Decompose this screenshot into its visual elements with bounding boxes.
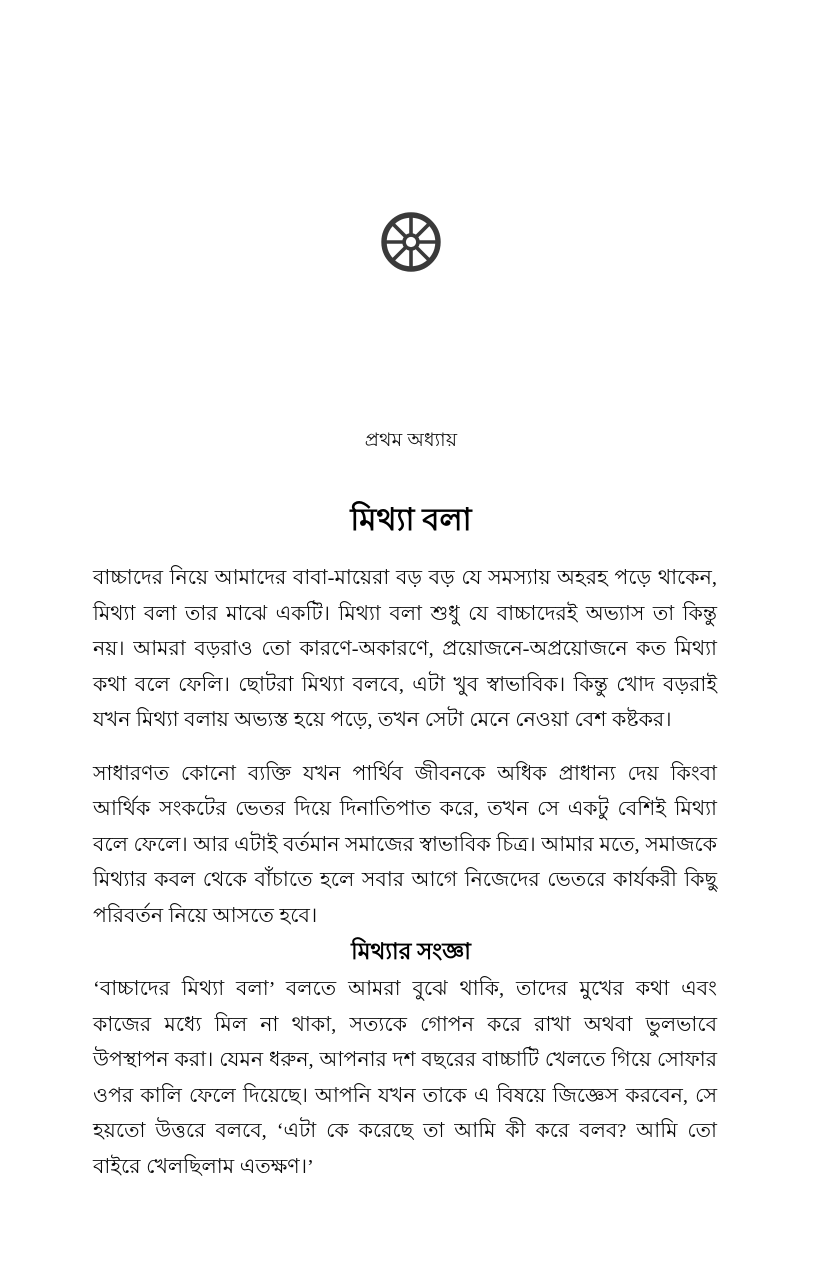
paragraph: বাচ্চাদের নিয়ে আমাদের বাবা-মায়েরা বড় বড় যে সমস্যায় অহরহ পড়ে থাকেন, মিথ্যা বলা তার মাঝে একটি। মিথ্যা বলা শুধু যে বাচ্চাদেরই অভ্যাস তা কিন্তু নয়। আমরা বড়রাও তো কারণে-অকারণে, প্রয়োজনে-অপ্রয়োজনে কত মিথ্যা কথা বলে ফেলি। ছোটরা মিথ্যা বলবে, এটা খুব স্বাভাবিক। কিন্তু খোদ বড়রাই যখন মিথ্যা বলায় অভ্যস্ত হয়ে পড়ে, তখন সেটা মেনে নেওয়া বেশ কষ্টকর। (93, 567, 717, 731)
chapter-title: মিথ্যা বলা (350, 501, 472, 537)
chapter-label: প্রথম অধ্যায় (364, 430, 458, 451)
body-text-block-bottom (93, 972, 717, 1185)
ornament-container (0, 212, 822, 272)
body-text-block-top (93, 561, 717, 934)
paragraph: ‘বাচ্চাদের মিথ্যা বলা’ বলতে আমরা বুঝে থাকি, তাদের মুখের কথা এবং কাজের মধ্যে মিল না থাকা, সত্যকে গোপন করে রাখা অথবা ভুলভাবে উপস্থাপন করা। যেমন ধরুন, আপনার দশ বছরের বাচ্চাটি খেলতে গিয়ে সোফার ওপর কালি ফেলে দিয়েছে। আপনি যখন তাকে এ বিষয়ে জিজ্ঞেস করবেন, সে হয়তো উত্তরে বলবে, ‘এটা কে করেছে তা আমি কী করে বলব? আমি তো বাইরে খেলছিলাম এতক্ষণ।’ (93, 978, 717, 1178)
section-heading: মিথ্যার সংজ্ঞা (351, 939, 471, 965)
wheel-rosette-ornament (381, 212, 441, 272)
paragraph: সাধারণত কোনো ব্যক্তি যখন পার্থিব জীবনকে অধিক প্রাধান্য দেয় কিংবা আর্থিক সংকটের ভেতর দিয়ে দিনাতিপাত করে, তখন সে একটু বেশিই মিথ্যা বলে ফেলে। আর এটাই বর্তমান সমাজের স্বাভাবিক চিত্র। আমার মতে, সমাজকে মিথ্যার কবল থেকে বাঁচাতে হলে সবার আগে নিজেদের ভেতরে কার্যকরী কিছু পরিবর্তন নিয়ে আসতে হবে। (93, 762, 717, 927)
